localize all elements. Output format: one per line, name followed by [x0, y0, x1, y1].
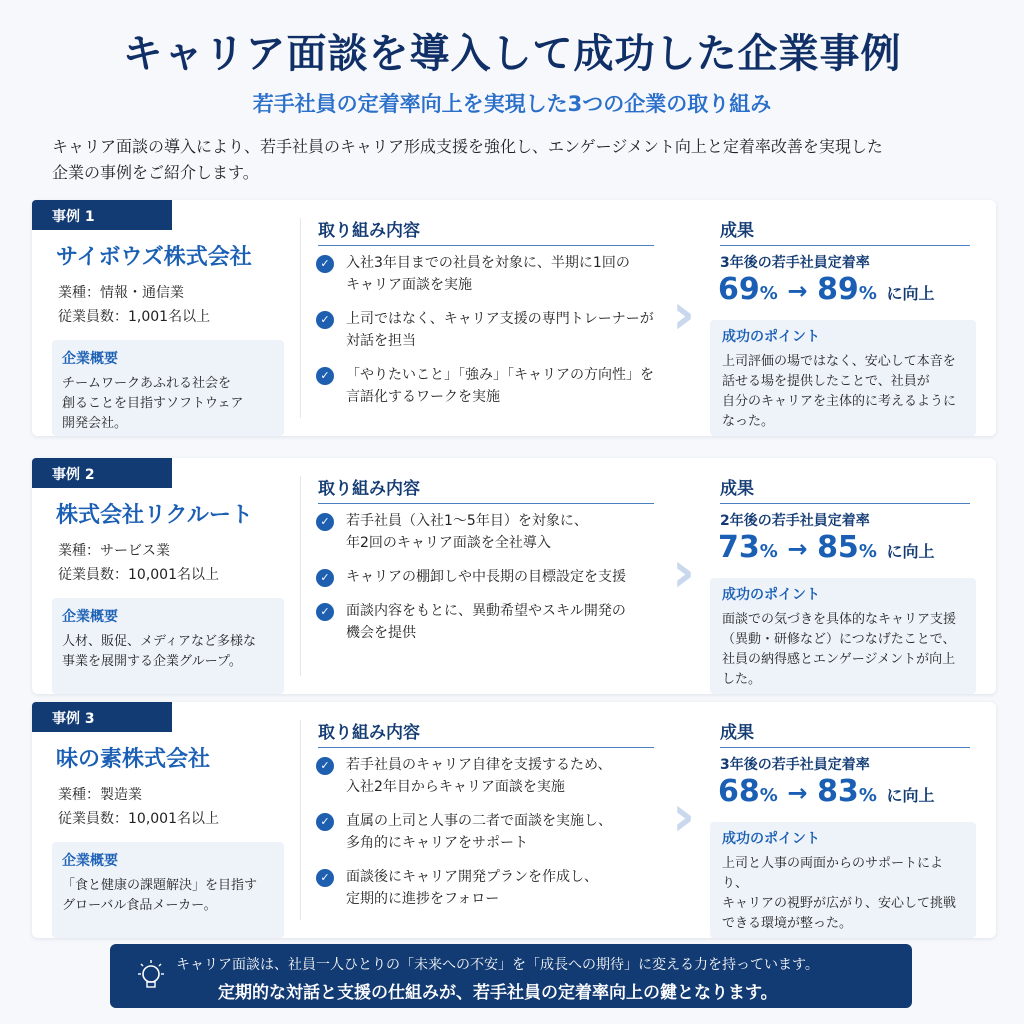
case-tag: 事例 1	[32, 200, 172, 230]
company-overview	[52, 842, 284, 938]
case-tag: 事例 2	[32, 458, 172, 488]
initiative-item	[316, 810, 666, 854]
chevron-right-icon: ›	[672, 282, 696, 347]
point-text	[722, 610, 964, 690]
check-icon: ✓	[316, 757, 334, 775]
company-name: 株式会社リクルート	[56, 503, 253, 528]
point-line: なった。	[722, 414, 775, 429]
point-text	[722, 854, 964, 934]
success-point	[710, 822, 976, 938]
results-heading: 成果	[720, 718, 970, 748]
arrow-icon: →	[787, 779, 808, 807]
summary-banner	[110, 944, 912, 1008]
overview-line: 開発会社。	[62, 416, 128, 431]
industry-text: 業種：サービス業	[58, 543, 170, 559]
overview-text	[62, 876, 274, 916]
retention-rate	[718, 774, 934, 809]
overview-line: 人材、販促、メディアなど多様な	[62, 634, 256, 649]
lightbulb-icon	[134, 958, 168, 994]
check-icon: ✓	[316, 311, 334, 329]
page-subtitle: 若手社員の定着率向上を実現した3つの企業の取り組み	[252, 92, 772, 116]
employees-text: 従業員数：10,001名以上	[58, 811, 219, 827]
company-overview	[52, 340, 284, 436]
point-text	[722, 352, 964, 432]
case-card	[32, 458, 996, 694]
company-overview	[52, 598, 284, 694]
percent-sign: %	[858, 541, 877, 562]
initiative-line: 上司ではなく、キャリア支援の専門トレーナーが	[346, 311, 654, 327]
case-tag: 事例 3	[32, 702, 172, 732]
point-line: 面談での気づきを具体的なキャリア支援	[722, 612, 957, 627]
rate-before: 73	[718, 530, 760, 565]
check-icon: ✓	[316, 513, 334, 531]
employees-text: 従業員数：10,001名以上	[58, 567, 219, 583]
rate-after: 83	[817, 774, 859, 809]
initiative-item	[316, 364, 666, 408]
point-line: できる環境が整った。	[722, 916, 853, 931]
results-heading: 成果	[720, 216, 970, 246]
results-heading: 成果	[720, 474, 970, 504]
initiative-line: キャリアの棚卸しや中長期の目標設定を支援	[346, 569, 626, 585]
check-icon: ✓	[316, 813, 334, 831]
rate-suffix: に向上	[886, 786, 935, 805]
initiative-item	[316, 510, 666, 554]
initiative-item	[316, 600, 666, 644]
check-icon: ✓	[316, 367, 334, 385]
initiative-line: 面談後にキャリア開発プランを作成し、	[346, 869, 598, 885]
initiative-item	[316, 308, 666, 352]
rate-suffix: に向上	[886, 542, 935, 561]
initiatives-list	[316, 754, 666, 922]
initiative-item	[316, 252, 666, 296]
initiatives-list	[316, 510, 666, 656]
industry-text: 業種：製造業	[58, 787, 142, 803]
intro-line: 企業の事例をご紹介します。	[52, 163, 259, 182]
employees-text: 従業員数：1,001名以上	[58, 309, 211, 325]
point-heading: 成功のポイント	[722, 329, 820, 345]
divider	[300, 218, 301, 418]
percent-sign: %	[759, 283, 778, 304]
page-title: キャリア面談を導入して成功した企業事例	[122, 31, 902, 77]
success-point	[710, 578, 976, 694]
rate-before: 69	[718, 272, 760, 307]
percent-sign: %	[759, 541, 778, 562]
overview-line: 創ることを目指すソフトウェア	[62, 396, 244, 411]
chevron-right-icon: ›	[672, 784, 696, 849]
point-heading: 成功のポイント	[722, 831, 820, 847]
point-line: 社員の納得感とエンゲージメントが向上	[722, 652, 956, 667]
initiatives-heading: 取り組み内容	[318, 474, 654, 504]
rate-after: 85	[817, 530, 859, 565]
company-name: サイボウズ株式会社	[56, 245, 252, 270]
rate-after: 89	[817, 272, 859, 307]
initiative-line: 多角的にキャリアをサポート	[346, 835, 528, 851]
initiative-line: 言語化するワークを実施	[346, 389, 500, 405]
initiative-item	[316, 754, 666, 798]
initiatives-list	[316, 252, 666, 420]
overview-line: 「食と健康の課題解決」を目指す	[62, 878, 258, 893]
point-line: 上司と人事の両面からのサポートにより、	[722, 856, 944, 891]
overview-line: 事業を展開する企業グループ。	[62, 654, 242, 669]
initiative-item	[316, 866, 666, 910]
overview-line: チームワークあふれる社会を	[62, 376, 232, 391]
overview-line: グローバル食品メーカー。	[62, 898, 217, 913]
initiative-line: 直属の上司と人事の二者で面談を実施し、	[346, 813, 612, 829]
point-line: 話せる場を提供したことで、社員が	[722, 374, 930, 389]
success-point	[710, 320, 976, 436]
case-card	[32, 200, 996, 436]
point-heading: 成功のポイント	[722, 587, 820, 603]
result-label: 3年後の若手社員定着率	[720, 255, 870, 271]
arrow-icon: →	[787, 535, 808, 563]
result-label: 3年後の若手社員定着率	[720, 757, 870, 773]
divider	[300, 720, 301, 920]
initiative-line: 若手社員のキャリア自律を支援するため、	[346, 757, 612, 773]
case-card	[32, 702, 996, 938]
initiative-line: 入社3年目までの社員を対象に、半期に1回の	[346, 255, 630, 271]
chevron-right-icon: ›	[672, 540, 696, 605]
divider	[300, 476, 301, 676]
initiative-line: 対話を担当	[346, 333, 416, 349]
percent-sign: %	[858, 283, 877, 304]
intro-text	[52, 134, 982, 186]
overview-heading: 企業概要	[62, 609, 118, 625]
arrow-icon: →	[787, 277, 808, 305]
initiative-line: 入社2年目からキャリア面談を実施	[346, 779, 565, 795]
initiatives-heading: 取り組み内容	[318, 718, 654, 748]
overview-heading: 企業概要	[62, 351, 118, 367]
initiative-line: 面談内容をもとに、異動希望やスキル開発の	[346, 603, 626, 619]
overview-text	[62, 374, 274, 434]
overview-text	[62, 632, 274, 672]
percent-sign: %	[858, 785, 877, 806]
point-line: した。	[722, 672, 762, 687]
industry-text: 業種：情報・通信業	[58, 285, 184, 301]
initiative-line: 定期的に進捗をフォロー	[346, 891, 500, 907]
check-icon: ✓	[316, 255, 334, 273]
initiative-item	[316, 566, 666, 588]
rate-before: 68	[718, 774, 760, 809]
rate-suffix: に向上	[886, 284, 935, 303]
overview-heading: 企業概要	[62, 853, 118, 869]
retention-rate	[718, 530, 934, 565]
initiative-line: 機会を提供	[346, 625, 416, 641]
check-icon: ✓	[316, 603, 334, 621]
point-line: キャリアの視野が広がり、安心して挑戦	[722, 896, 957, 911]
banner-line: キャリア面談は、社員一人ひとりの「未来への不安」を「成長への期待」に変える力を持っています。	[176, 957, 819, 973]
result-label: 2年後の若手社員定着率	[720, 513, 870, 529]
banner-line-strong: 定期的な対話と支援の仕組みが、若手社員の定着率向上の鍵となります。	[218, 983, 778, 1003]
point-line: 自分のキャリアを主体的に考えるように	[722, 394, 957, 409]
intro-line: キャリア面談の導入により、若手社員のキャリア形成支援を強化し、エンゲージメント向上と定着率改善を実現した	[52, 137, 883, 156]
initiative-line: 若手社員（入社1〜5年目）を対象に、	[346, 513, 588, 529]
company-name: 味の素株式会社	[56, 747, 211, 772]
retention-rate	[718, 272, 934, 307]
point-line: （異動・研修など）につなげたことで、	[722, 632, 956, 647]
initiative-line: 「やりたいこと」「強み」「キャリアの方向性」を	[346, 367, 654, 383]
initiative-line: 年2回のキャリア面談を全社導入	[346, 535, 551, 551]
initiative-line: キャリア面談を実施	[346, 277, 472, 293]
point-line: 上司評価の場ではなく、安心して本音を	[722, 354, 956, 369]
percent-sign: %	[759, 785, 778, 806]
initiatives-heading: 取り組み内容	[318, 216, 654, 246]
check-icon: ✓	[316, 869, 334, 887]
check-icon: ✓	[316, 569, 334, 587]
